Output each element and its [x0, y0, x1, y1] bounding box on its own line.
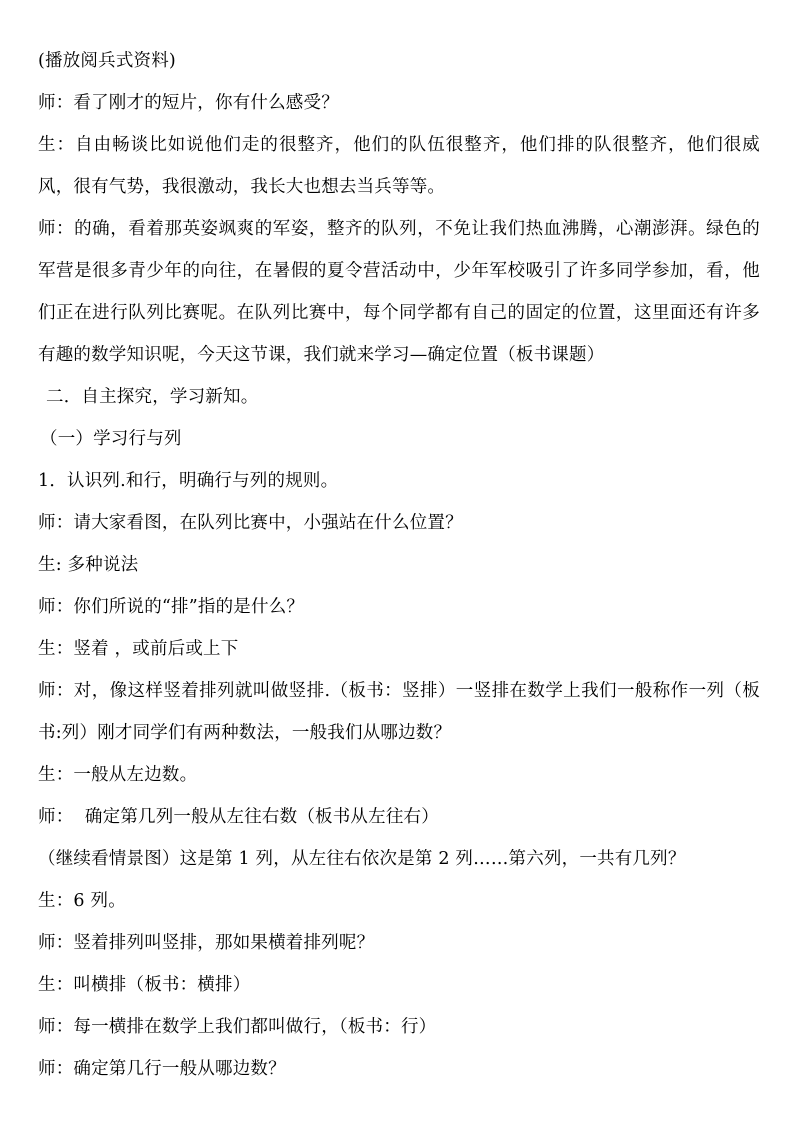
stage-direction: (播放阅兵式资料)	[38, 51, 176, 71]
teacher-line: 师：竖着排列叫竖排，那如果横着排列呢？	[38, 933, 375, 953]
subsection-heading: （一）学习行与列	[40, 429, 182, 449]
teacher-paragraph: 师：对，像这样竖着排列就叫做竖排.（板书：竖排）一竖排在数学上我们一般称作一列（板书:列）刚才同学们有两种数法，一般我们从哪边数？	[38, 681, 760, 743]
student-line: 生：6 列。	[38, 891, 126, 911]
numbered-item: 1．认识列.和行，明确行与列的规则。	[38, 471, 339, 491]
teacher-paragraph: 师：的确，看着那英姿飒爽的军姿，整齐的队列，不免让我们热血沸腾，心潮澎湃。绿色的军营是很多青少年的向往，在暑假的夏令营活动中，少年军校吸引了许多同学参加，看，他们正在进行队列比赛呢。在队列比赛中，每个同学都有自己的固定的位置，这里面还有许多有趣的数学知识呢，今天这节课，我们就来学习—确定位置（板书课题）	[38, 219, 760, 365]
student-line: 生：一般从左边数。	[38, 765, 198, 785]
teacher-line: 师： 确定第几列一般从左往右数（板书从左往右）	[38, 807, 439, 827]
student-line: 生: 多种说法	[38, 555, 139, 575]
teacher-line: 师：每一横排在数学上我们都叫做行，（板书：行）	[38, 1017, 437, 1037]
teacher-line: 师：确定第几行一般从哪边数？	[38, 1059, 286, 1079]
narration-line: （继续看情景图）这是第 1 列，从左往右依次是第 2 列……第六列，一共有几列？	[38, 849, 686, 869]
teacher-line: 师：你们所说的“排”指的是什么？	[38, 597, 305, 617]
teacher-line: 师：看了刚才的短片，你有什么感受？	[38, 93, 339, 113]
section-heading: 二．自主探究，学习新知。	[46, 387, 259, 407]
student-line: 生：竖着 ，或前后或上下	[38, 639, 239, 659]
student-paragraph: 生：自由畅谈比如说他们走的很整齐，他们的队伍很整齐，他们排的队很整齐，他们很威风，很有气势，我很激动，我长大也想去当兵等等。	[38, 135, 760, 197]
teacher-line: 师：请大家看图，在队列比赛中，小强站在什么位置？	[38, 513, 463, 533]
student-line: 生：叫横排（板书：横排）	[38, 975, 251, 995]
